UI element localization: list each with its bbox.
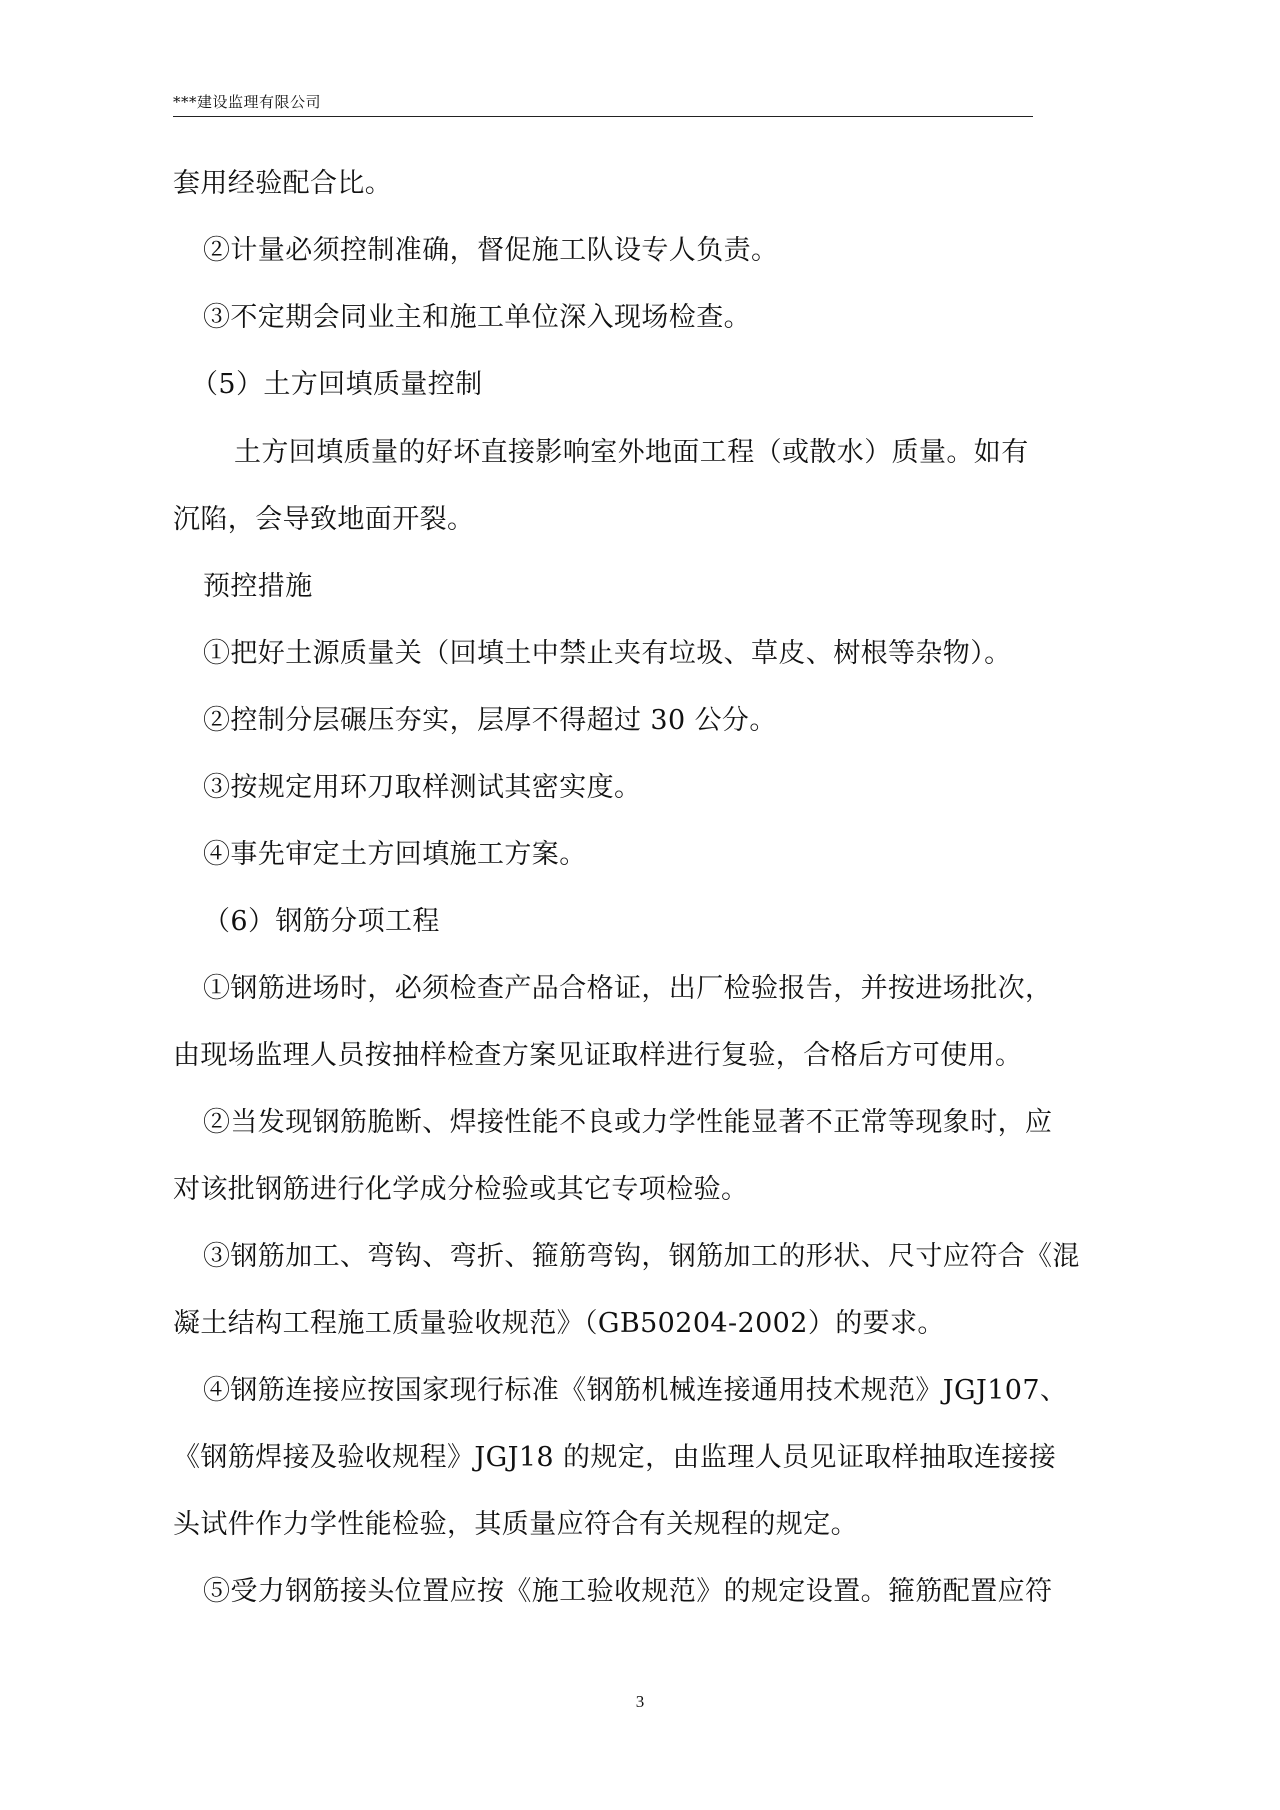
body-line: 凝土结构工程施工质量验收规范》（GB50204-2002）的要求。 <box>173 1308 945 1339</box>
subheading: 预控措施 <box>203 571 313 602</box>
body-line: ③钢筋加工、弯钩、弯折、箍筋弯钩，钢筋加工的形状、尺寸应符合《混 <box>203 1241 1080 1272</box>
header-company-name: ***建设监理有限公司 <box>173 93 322 111</box>
body-line: 头试件作力学性能检验，其质量应符合有关规程的规定。 <box>173 1509 858 1540</box>
page-header <box>173 90 1033 117</box>
body-line: ④事先审定土方回填施工方案。 <box>203 839 587 870</box>
body-line: ③不定期会同业主和施工单位深入现场检查。 <box>203 302 751 333</box>
body-line: ②控制分层碾压夯实，层厚不得超过 30 公分。 <box>203 705 777 736</box>
page-number: 3 <box>635 1692 645 1711</box>
body-line: 由现场监理人员按抽样检查方案见证取样进行复验，合格后方可使用。 <box>173 1040 1023 1071</box>
body-line: 《钢筋焊接及验收规程》JGJ18 的规定，由监理人员见证取样抽取连接接 <box>173 1442 1057 1473</box>
body-line: ①钢筋进场时，必须检查产品合格证，出厂检验报告，并按进场批次， <box>203 973 1053 1004</box>
body-line: ④钢筋连接应按国家现行标准《钢筋机械连接通用技术规范》JGJ107、 <box>203 1375 1068 1406</box>
body-line: ②当发现钢筋脆断、焊接性能不良或力学性能显著不正常等现象时，应 <box>203 1107 1053 1138</box>
body-line: ⑤受力钢筋接头位置应按《施工验收规范》的规定设置。箍筋配置应符 <box>203 1576 1053 1607</box>
body-line: ①把好土源质量关（回填土中禁止夹有垃圾、草皮、树根等杂物）。 <box>203 638 1012 669</box>
body-line: 对该批钢筋进行化学成分检验或其它专项检验。 <box>173 1174 749 1205</box>
body-line: ②计量必须控制准确，督促施工队设专人负责。 <box>203 235 779 266</box>
body-line: ③按规定用环刀取样测试其密实度。 <box>203 772 642 803</box>
section-heading: （6）钢筋分项工程 <box>203 906 440 937</box>
body-line: 土方回填质量的好坏直接影响室外地面工程（或散水）质量。如有 <box>234 437 1029 468</box>
section-heading: （5）土方回填质量控制 <box>191 369 483 400</box>
body-line: 套用经验配合比。 <box>173 168 393 199</box>
body-line: 沉陷，会导致地面开裂。 <box>173 504 475 535</box>
